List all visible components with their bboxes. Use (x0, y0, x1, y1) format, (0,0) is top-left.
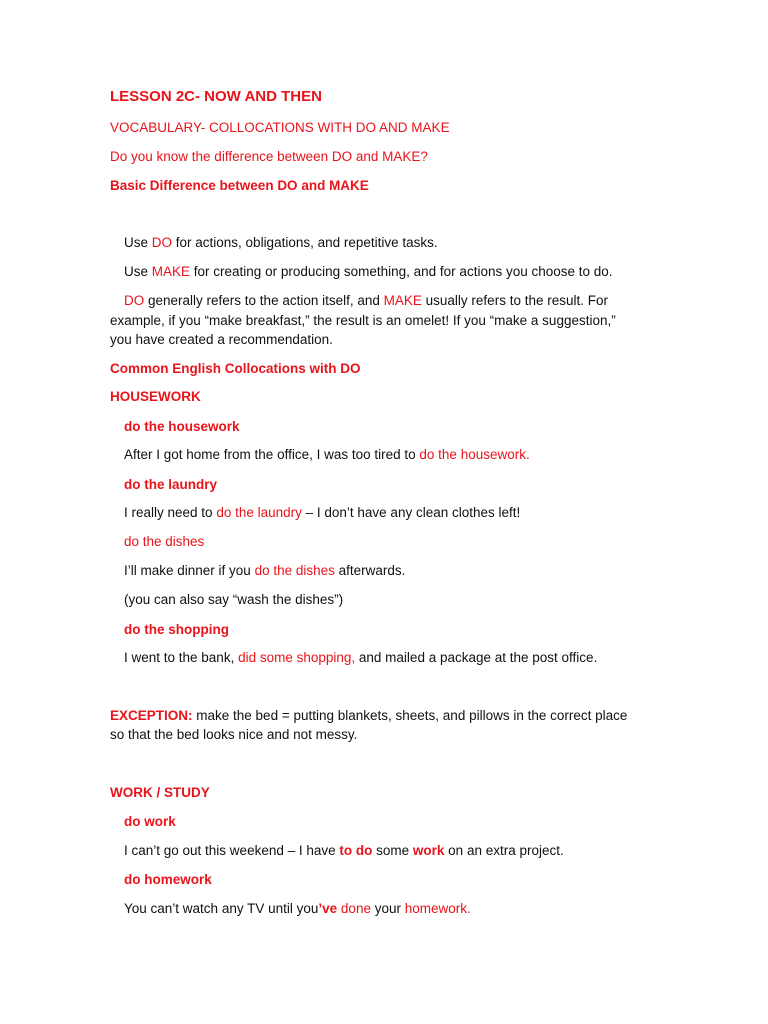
exception-label: EXCEPTION: (110, 708, 193, 723)
vocabulary-subtitle: VOCABULARY- COLLOCATIONS WITH DO AND MAKE (110, 120, 450, 135)
example-housework (124, 445, 530, 464)
rule-result-make: MAKE (383, 293, 422, 308)
dishes-note: (you can also say “wash the dishes”) (124, 592, 344, 607)
example-homework-hl1: ’ve (318, 901, 338, 916)
rule-make-keyword: MAKE (151, 264, 191, 279)
basic-difference-heading: Basic Difference between DO and MAKE (110, 178, 369, 193)
rule-result-line2: example, if you “make breakfast,” the result is an omelet! If you “make a suggestion,” (110, 313, 616, 328)
rule-make-post: for creating or producing something, and for actions you choose to do. (190, 264, 613, 279)
example-homework-mid2: your (370, 901, 405, 916)
example-shopping-hl: did some shopping, (238, 650, 356, 665)
example-work-hl2: work (412, 843, 445, 858)
example-shopping-post: and mailed a package at the post office. (355, 650, 598, 665)
rule-result-line3: you have created a recommendation. (110, 332, 333, 347)
collocation-label-dishes: do the dishes (124, 534, 205, 549)
example-laundry (124, 503, 520, 522)
housework-heading: HOUSEWORK (110, 389, 201, 404)
example-work-mid: some (372, 843, 413, 858)
example-work-pre: I can’t go out this weekend – I have (124, 843, 340, 858)
example-homework (124, 899, 471, 918)
rule-result-do: DO (124, 293, 145, 308)
example-housework-pre: After I got home from the office, I was too tired to (124, 447, 420, 462)
collocation-label-housework: do the housework (124, 419, 240, 434)
collocation-label-work: do work (124, 814, 176, 829)
example-homework-pre: You can’t watch any TV until you (124, 901, 319, 916)
example-work-hl1: to do (339, 843, 373, 858)
example-homework-hl2: done (340, 901, 371, 916)
example-dishes-hl: do the dishes (254, 563, 335, 578)
exception-line1 (110, 706, 627, 725)
example-homework-hl3: homework. (404, 901, 471, 916)
exception-text: make the bed = putting blankets, sheets, and pillows in the correct place (192, 708, 628, 723)
rule-do-keyword: DO (151, 235, 173, 250)
rule-do-post: for actions, obligations, and repetitive tasks. (172, 235, 438, 250)
common-collocations-heading: Common English Collocations with DO (110, 361, 361, 376)
exception-line2: so that the bed looks nice and not messy. (110, 727, 358, 742)
rule-make (124, 262, 613, 281)
example-work-post: on an extra project. (444, 843, 564, 858)
question-line: Do you know the difference between DO and MAKE? (110, 149, 428, 164)
rule-result-mid: generally refers to the action itself, and (144, 293, 384, 308)
example-laundry-hl: do the laundry (216, 505, 302, 520)
lesson-title: LESSON 2C- NOW AND THEN (110, 88, 322, 105)
example-laundry-pre: I really need to (124, 505, 217, 520)
example-dishes-pre: I’ll make dinner if you (124, 563, 255, 578)
example-shopping-pre: I went to the bank, (124, 650, 239, 665)
collocation-label-laundry: do the laundry (124, 477, 218, 492)
collocation-label-shopping: do the shopping (124, 622, 229, 637)
rule-do-pre: Use (124, 235, 152, 250)
example-dishes (124, 561, 405, 580)
rule-result-line1 (124, 291, 608, 310)
rule-result-post: usually refers to the result. For (421, 293, 608, 308)
work-study-heading: WORK / STUDY (110, 785, 210, 800)
rule-do (124, 233, 438, 252)
rule-make-pre: Use (124, 264, 152, 279)
example-shopping (124, 648, 597, 667)
example-housework-hl: do the housework. (419, 447, 530, 462)
example-laundry-post: – I don’t have any clean clothes left! (301, 505, 521, 520)
collocation-label-homework: do homework (124, 872, 212, 887)
example-work (124, 841, 564, 860)
example-dishes-post: afterwards. (334, 563, 406, 578)
